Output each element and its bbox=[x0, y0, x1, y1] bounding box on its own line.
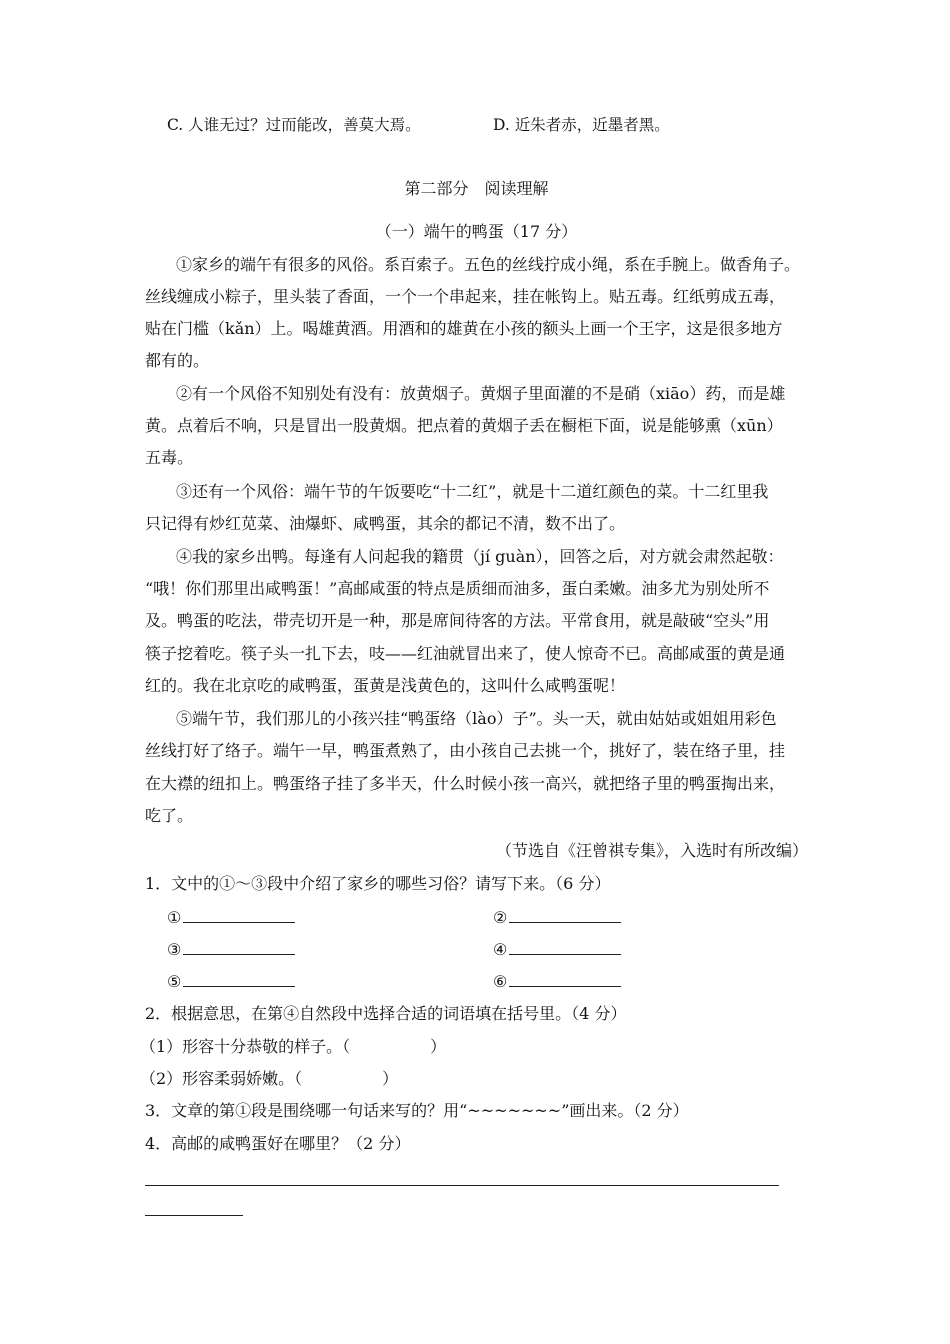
passage-source: （节选自《汪曾祺专集》，入选时有所改编） bbox=[495, 841, 808, 860]
passage-line: 五毒。 bbox=[145, 448, 194, 467]
passage-line: 在大襟的纽扣上。鸭蛋络子挂了多半天，什么时候小孩一高兴，就把络子里的鸭蛋掏出来， bbox=[145, 774, 786, 793]
question-2-part-2[interactable]: （2）形容柔弱娇嫩。（ ） bbox=[140, 1069, 399, 1088]
passage-line: 都有的。 bbox=[145, 351, 210, 370]
question-4: 4．高邮的咸鸭蛋好在哪里？（2 分） bbox=[145, 1134, 411, 1153]
passage-line: ③还有一个风俗：端午节的午饭要吃“十二红”，就是十二道红颜色的菜。十二红里我 bbox=[176, 482, 769, 501]
blank-line bbox=[183, 938, 295, 955]
passage-line: 吃了。 bbox=[145, 806, 194, 825]
blank-line bbox=[509, 906, 621, 923]
passage-line: ②有一个风俗不知别处有没有：放黄烟子。黄烟子里面灌的不是硝（xiāo）药，而是雄 bbox=[176, 384, 786, 403]
passage-line: 只记得有炒红苋菜、油爆虾、咸鸭蛋，其余的都记不清，数不出了。 bbox=[145, 514, 626, 533]
choice-c: C. 人谁无过？过而能改，善莫大焉。 bbox=[167, 116, 421, 134]
passage-line: ⑤端午节，我们那儿的小孩兴挂“鸭蛋络（lào）子”。头一天，就由姑姑或姐姐用彩色 bbox=[176, 709, 777, 728]
section-title: 第二部分 阅读理解 bbox=[404, 179, 549, 198]
passage-line: 红的。我在北京吃的咸鸭蛋，蛋黄是浅黄色的，这叫什么咸鸭蛋呢！ bbox=[145, 676, 626, 695]
answer-blank-6[interactable] bbox=[493, 970, 621, 993]
passage-line: 贴在门槛（kǎn）上。喝雄黄酒。用酒和的雄黄在小孩的额头上画一个王字，这是很多地方 bbox=[145, 319, 783, 338]
passage-line: ①家乡的端午有很多的风俗。系百索子。五色的丝线拧成小绳，系在手腕上。做香角子。 bbox=[176, 255, 801, 274]
blank-line bbox=[183, 970, 295, 987]
blank-label: ③ bbox=[167, 940, 182, 959]
blank-label: ② bbox=[493, 908, 508, 927]
answer-blank-3[interactable] bbox=[167, 938, 295, 961]
passage-line: 筷子挖着吃。筷子头一扎下去，吱——红油就冒出来了，使人惊奇不已。高邮咸蛋的黄是通 bbox=[145, 644, 786, 663]
question-1: 1．文中的①～③段中介绍了家乡的哪些习俗？请写下来。（6 分） bbox=[145, 874, 611, 893]
question-3: 3．文章的第①段是围绕哪一句话来写的？用“~~~~~~~”画出来。（2 分） bbox=[145, 1101, 689, 1120]
answer-line-short[interactable] bbox=[145, 1215, 243, 1216]
question-2-part-1[interactable]: （1）形容十分恭敬的样子。（ ） bbox=[140, 1037, 447, 1056]
passage-line: “哦！你们那里出咸鸭蛋！”高邮咸蛋的特点是质细而油多，蛋白柔嫩。油多尤为别处所不 bbox=[145, 579, 770, 598]
blank-label: ① bbox=[167, 908, 182, 927]
passage-line: 黄。点着后不响，只是冒出一股黄烟。把点着的黄烟子丢在橱柜下面，说是能够熏（xūn） bbox=[145, 416, 783, 435]
blank-label: ⑤ bbox=[167, 972, 182, 991]
blank-line bbox=[509, 970, 621, 987]
blank-line bbox=[509, 938, 621, 955]
blank-label: ④ bbox=[493, 940, 508, 959]
question-2: 2．根据意思，在第④自然段中选择合适的词语填在括号里。（4 分） bbox=[145, 1004, 627, 1023]
passage-line: ④我的家乡出鸭。每逢有人问起我的籍贯（jí guàn），回答之后，对方就会肃然起敬： bbox=[176, 547, 784, 566]
answer-blank-4[interactable] bbox=[493, 938, 621, 961]
blank-label: ⑥ bbox=[493, 972, 508, 991]
answer-blank-1[interactable] bbox=[167, 906, 295, 929]
passage-line: 及。鸭蛋的吃法，带壳切开是一种，那是席间待客的方法。平常食用，就是敲破“空头”用 bbox=[145, 611, 770, 630]
passage-line: 丝线打好了络子。端午一早，鸭蛋煮熟了，由小孩自己去挑一个，挑好了，装在络子里，挂 bbox=[145, 741, 786, 760]
passage-title: （一）端午的鸭蛋（17 分） bbox=[375, 222, 578, 241]
blank-line bbox=[183, 906, 295, 923]
answer-blank-2[interactable] bbox=[493, 906, 621, 929]
choice-d: D. 近朱者赤，近墨者黑。 bbox=[493, 116, 670, 134]
answer-blank-5[interactable] bbox=[167, 970, 295, 993]
passage-line: 丝线缠成小粽子，里头装了香面，一个一个串起来，挂在帐钩上。贴五毒。红纸剪成五毒， bbox=[145, 287, 786, 306]
answer-line[interactable] bbox=[145, 1185, 779, 1186]
